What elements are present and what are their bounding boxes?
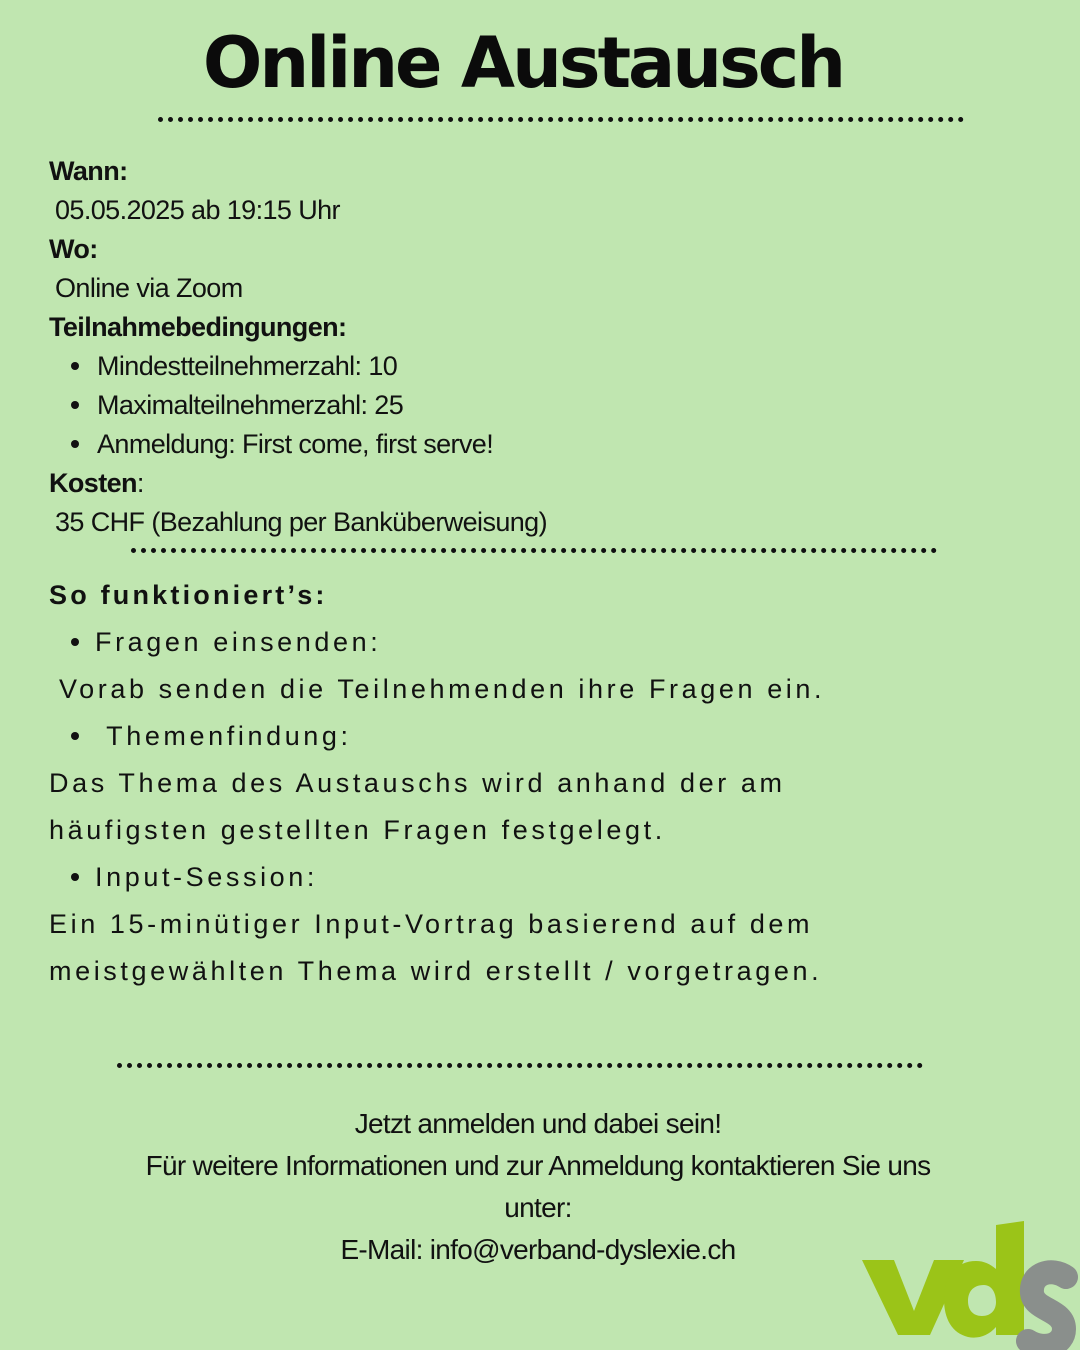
page-title: Online Austausch xyxy=(202,22,844,104)
info-text-continued: unter: xyxy=(504,1192,572,1223)
when-value: 05.05.2025 ab 19:15 Uhr xyxy=(55,195,340,225)
step-title xyxy=(49,713,1059,760)
cost-value: 35 CHF (Bezahlung per Banküberweisung) xyxy=(55,507,547,537)
vds-logo xyxy=(860,1215,1080,1350)
step-title xyxy=(49,619,1059,666)
cost-colon: : xyxy=(136,468,144,498)
cta-text: Jetzt anmelden und dabei sein! xyxy=(354,1108,722,1139)
condition-text: Mindestteilnehmerzahl: 10 xyxy=(97,351,398,381)
step-text: häufigsten gestellten Fragen festgelegt. xyxy=(49,815,666,845)
list-item xyxy=(49,347,1049,386)
cost-row xyxy=(49,464,1049,503)
condition-text: Anmeldung: First come, first serve! xyxy=(97,429,494,459)
step-title-text: Fragen einsenden: xyxy=(95,627,382,657)
logo-letter-s xyxy=(1028,1272,1066,1346)
step-text: Das Thema des Austauschs wird anhand der am xyxy=(49,768,786,798)
bullet-icon xyxy=(71,873,79,881)
step-text: meistgewählten Thema wird erstellt / vorgetragen. xyxy=(49,956,823,986)
divider-top xyxy=(158,117,964,122)
when-label: Wann: xyxy=(49,156,128,186)
where-label: Wo: xyxy=(49,234,98,264)
list-item xyxy=(49,386,1049,425)
where-value: Online via Zoom xyxy=(55,273,243,303)
step-text: Vorab senden die Teilnehmenden ihre Fragen ein. xyxy=(59,674,826,704)
bullet-icon xyxy=(71,440,79,448)
conditions-label: Teilnahmebedingungen: xyxy=(49,312,347,342)
bullet-icon xyxy=(71,732,79,740)
logo-letter-d xyxy=(944,1221,1024,1338)
bullet-icon xyxy=(71,362,79,370)
info-text: Für weitere Informationen und zur Anmeldung kontaktieren Sie uns xyxy=(145,1150,931,1181)
how-heading: So funktioniert’s: xyxy=(49,580,328,610)
email-link[interactable]: E-Mail: info@verband-dyslexie.ch xyxy=(340,1234,736,1265)
step-title-text: Input-Session: xyxy=(95,862,318,892)
divider-bottom xyxy=(117,1063,923,1068)
divider-middle xyxy=(131,548,937,553)
how-it-works xyxy=(49,572,1059,995)
cost-label: Kosten xyxy=(49,468,137,498)
condition-text: Maximalteilnehmerzahl: 25 xyxy=(97,390,404,420)
step-title xyxy=(49,854,1059,901)
event-details xyxy=(49,152,1049,542)
step-text: Ein 15-minütiger Input-Vortrag basierend auf dem xyxy=(49,909,814,939)
list-item xyxy=(49,425,1049,464)
bullet-icon xyxy=(71,401,79,409)
step-title-text: Themenfindung: xyxy=(106,721,352,751)
bullet-icon xyxy=(71,638,79,646)
